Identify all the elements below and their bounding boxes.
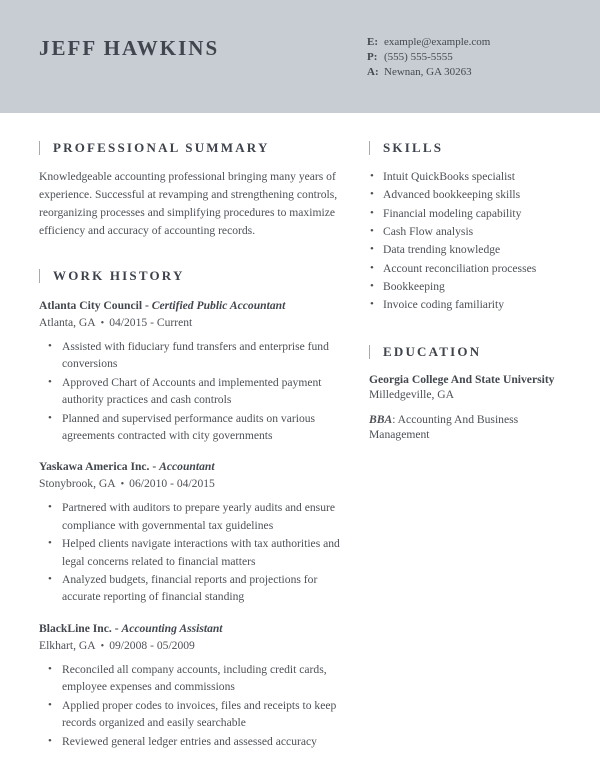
job-dates: 06/2010 - 04/2015 xyxy=(129,477,215,491)
education-heading xyxy=(369,344,572,360)
resume-header xyxy=(0,0,600,113)
job-company: BlackLine Inc. xyxy=(39,621,112,635)
resume-body xyxy=(0,113,600,765)
education-location: Milledgeville, GA xyxy=(369,388,455,402)
phone-label: P: xyxy=(367,51,378,63)
section-bar xyxy=(39,141,40,155)
job-bullet: • Applied proper codes to invoices, files and receipts to keep records organized and easily searchable xyxy=(39,697,347,732)
education-title: EDUCATION xyxy=(383,343,482,359)
skill-item: • Account reconciliation processes xyxy=(369,260,572,278)
summary-text: Knowledgeable accounting professional bringing many years of experience. Successful at revamping and strengthening controls, reorganizing processes and simplifying procedures to maximize efficiency and accuracy of accounting records. xyxy=(39,170,338,237)
skills-list xyxy=(369,168,572,315)
job-location: Elkhart, GA xyxy=(39,638,96,652)
job-separator: - xyxy=(144,298,149,312)
job-bullet: • Approved Chart of Accounts and implemented payment authority practices and cash controls xyxy=(39,374,347,409)
job-bullet-list xyxy=(39,338,347,444)
job-meta-line xyxy=(39,476,347,491)
skill-item: • Bookkeeping xyxy=(369,278,572,296)
section-education xyxy=(369,344,572,444)
professional-summary-heading xyxy=(39,140,347,156)
email-label: E: xyxy=(367,36,378,48)
phone-value: (555) 555-5555 xyxy=(384,51,453,63)
job-dates: 09/2008 - 05/2009 xyxy=(109,638,195,652)
professional-summary-title: PROFESSIONAL SUMMARY xyxy=(53,140,270,155)
skills-heading xyxy=(369,140,572,156)
job-entry xyxy=(39,621,347,750)
job-role: Accountant xyxy=(159,460,215,474)
address-label: A: xyxy=(367,66,379,78)
job-title-line xyxy=(39,459,347,474)
section-bar xyxy=(369,141,370,155)
address-value: Newnan, GA 30263 xyxy=(384,66,472,78)
contact-block xyxy=(367,35,490,80)
section-bar xyxy=(369,345,370,359)
job-bullet: • Reconciled all company accounts, including credit cards, employee expenses and commissions xyxy=(39,661,347,696)
job-location: Atlanta, GA xyxy=(39,315,96,329)
job-bullet: • Partnered with auditors to prepare yearly audits and ensure compliance with governmental tax guidelines xyxy=(39,499,347,534)
job-separator: - xyxy=(152,460,157,474)
job-company: Yaskawa America Inc. xyxy=(39,460,150,474)
degree-abbr: BBA xyxy=(369,412,393,426)
dot-separator: • xyxy=(100,640,105,652)
skill-item: • Advanced bookkeeping skills xyxy=(369,186,572,204)
job-role: Certified Public Accountant xyxy=(151,298,286,312)
candidate-name: JEFF HAWKINS xyxy=(39,36,220,60)
left-column xyxy=(39,140,347,765)
education-degree-line xyxy=(369,412,572,443)
skills-title: SKILLS xyxy=(383,140,444,155)
job-separator: - xyxy=(114,621,119,635)
job-bullet: • Helped clients navigate interactions with tax authorities and legal concerns related to financial matters xyxy=(39,535,347,570)
job-entry xyxy=(39,459,347,605)
dot-separator: • xyxy=(120,479,125,491)
job-location: Stonybrook, GA xyxy=(39,477,116,491)
job-company: Atlanta City Council xyxy=(39,298,143,312)
job-title-line xyxy=(39,298,347,313)
contact-address-row xyxy=(367,65,490,80)
skill-item: • Financial modeling capability xyxy=(369,205,572,223)
work-history-title: WORK HISTORY xyxy=(53,267,185,283)
job-bullet: • Planned and supervised performance audits on various agreements contracted with city governments xyxy=(39,410,347,445)
contact-email-row xyxy=(367,35,490,50)
job-bullet: • Reviewed general ledger entries and assessed accuracy xyxy=(39,733,347,750)
job-role: Accounting Assistant xyxy=(121,621,223,635)
job-meta-line xyxy=(39,638,347,653)
section-skills xyxy=(369,140,572,315)
skill-item: • Cash Flow analysis xyxy=(369,223,572,241)
job-bullet-list xyxy=(39,499,347,605)
skill-item: • Invoice coding familiarity xyxy=(369,296,572,314)
job-meta-line xyxy=(39,315,347,330)
email-value: example@example.com xyxy=(384,36,491,48)
job-dates: 04/2015 - Current xyxy=(109,315,193,329)
skill-item: • Data trending knowledge xyxy=(369,241,572,259)
job-entry xyxy=(39,298,347,444)
degree-program: : Accounting And Business Management xyxy=(369,412,519,442)
contact-phone-row xyxy=(367,50,490,65)
right-column xyxy=(369,140,572,765)
skill-item: • Intuit QuickBooks specialist xyxy=(369,168,572,186)
education-school: Georgia College And State University xyxy=(369,372,555,386)
job-bullet-list xyxy=(39,661,347,750)
job-bullet: • Assisted with fiduciary fund transfers and enterprise fund conversions xyxy=(39,338,347,373)
dot-separator: • xyxy=(100,317,105,329)
section-work-history xyxy=(39,268,347,750)
section-professional-summary xyxy=(39,140,347,240)
work-history-heading xyxy=(39,268,347,284)
job-bullet: • Analyzed budgets, financial reports and projections for accurate reporting of financial standing xyxy=(39,571,347,606)
job-title-line xyxy=(39,621,347,636)
section-bar xyxy=(39,269,40,283)
